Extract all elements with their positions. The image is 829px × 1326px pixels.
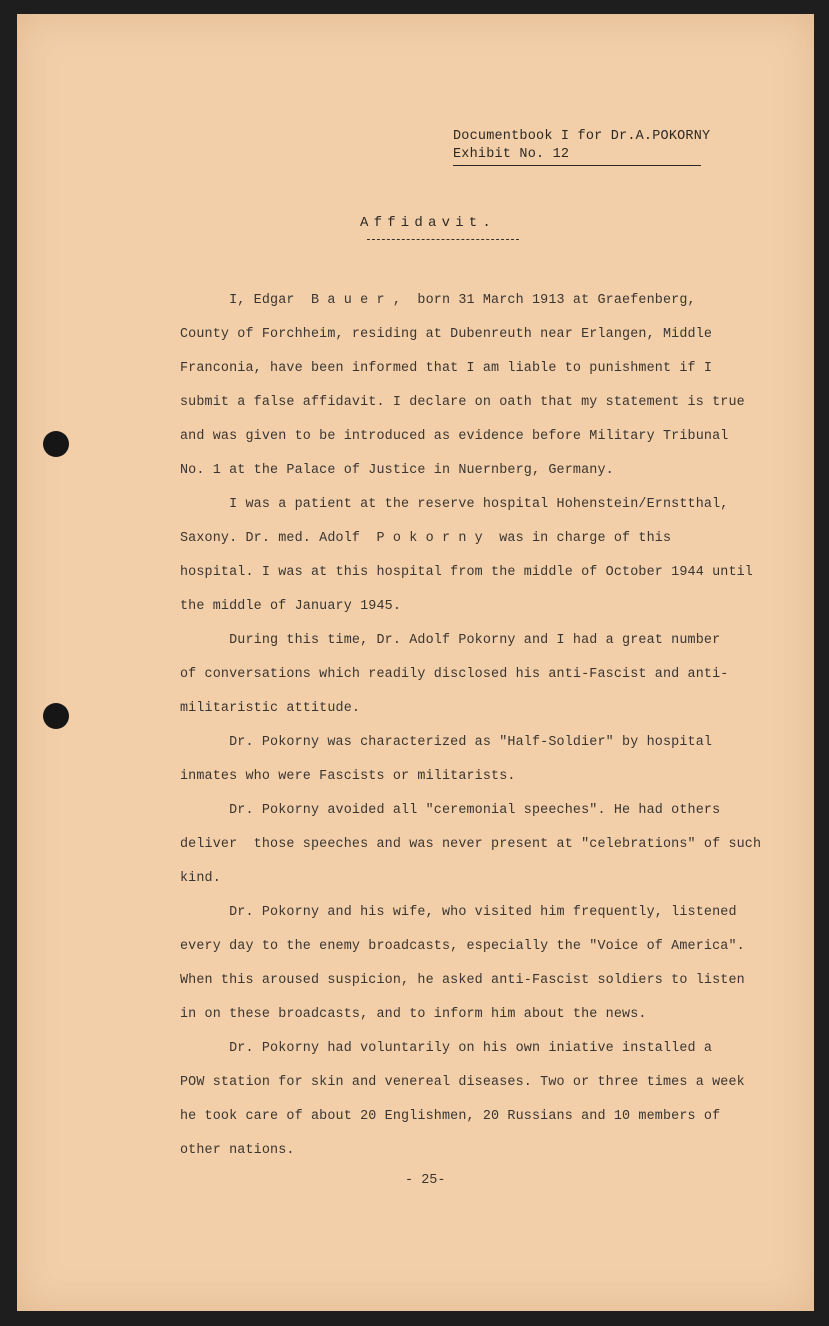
document-page <box>17 14 814 1311</box>
body-line: When this aroused suspicion, he asked anti-Fascist soldiers to listen <box>180 973 745 988</box>
body-line: POW station for skin and venereal diseases. Two or three times a week <box>180 1075 745 1090</box>
punch-hole-bottom <box>43 703 69 729</box>
body-line: Dr. Pokorny and his wife, who visited him frequently, listened <box>180 905 737 920</box>
body-line: hospital. I was at this hospital from the middle of October 1944 until <box>180 565 753 580</box>
body-line: in on these broadcasts, and to inform him about the news. <box>180 1007 647 1022</box>
body-line: deliver those speeches and was never present at "celebrations" of such <box>180 837 762 852</box>
affidavit-body <box>180 284 780 1168</box>
punch-hole-top <box>43 431 69 457</box>
document-header <box>453 128 710 166</box>
exhibit-label: Exhibit No. 12 <box>453 146 701 166</box>
body-line: inmates who were Fascists or militarists. <box>180 769 516 784</box>
body-line: Dr. Pokorny avoided all "ceremonial speeches". He had others <box>180 803 721 818</box>
body-line: Saxony. Dr. med. Adolf P o k o r n y was in charge of this <box>180 531 672 546</box>
body-line: Dr. Pokorny had voluntarily on his own iniative installed a <box>180 1041 713 1056</box>
body-line: County of Forchheim, residing at Dubenreuth near Erlangen, Middle <box>180 327 713 342</box>
body-line: kind. <box>180 871 221 886</box>
body-line: every day to the enemy broadcasts, especially the "Voice of America". <box>180 939 745 954</box>
body-line: he took care of about 20 Englishmen, 20 Russians and 10 members of <box>180 1109 721 1124</box>
body-line: militaristic attitude. <box>180 701 361 716</box>
body-line: No. 1 at the Palace of Justice in Nuernberg, Germany. <box>180 463 614 478</box>
title-underline <box>367 239 519 240</box>
body-line: submit a false affidavit. I declare on oath that my statement is true <box>180 395 745 410</box>
body-line: During this time, Dr. Adolf Pokorny and I had a great number <box>180 633 721 648</box>
body-line: other nations. <box>180 1143 295 1158</box>
body-line: of conversations which readily disclosed his anti-Fascist and anti- <box>180 667 729 682</box>
body-line: I, Edgar B a u e r , born 31 March 1913 at Graefenberg, <box>180 293 696 308</box>
body-line: I was a patient at the reserve hospital Hohenstein/Ernstthal, <box>180 497 729 512</box>
document-title: Affidavit. <box>360 215 497 231</box>
documentbook-label: Documentbook I for Dr.A.POKORNY <box>453 129 711 144</box>
body-line: Dr. Pokorny was characterized as "Half-Soldier" by hospital <box>180 735 713 750</box>
body-line: Franconia, have been informed that I am liable to punishment if I <box>180 361 713 376</box>
body-line: and was given to be introduced as evidence before Military Tribunal <box>180 429 729 444</box>
body-line: the middle of January 1945. <box>180 599 402 614</box>
page-number: - 25- <box>405 1173 446 1188</box>
